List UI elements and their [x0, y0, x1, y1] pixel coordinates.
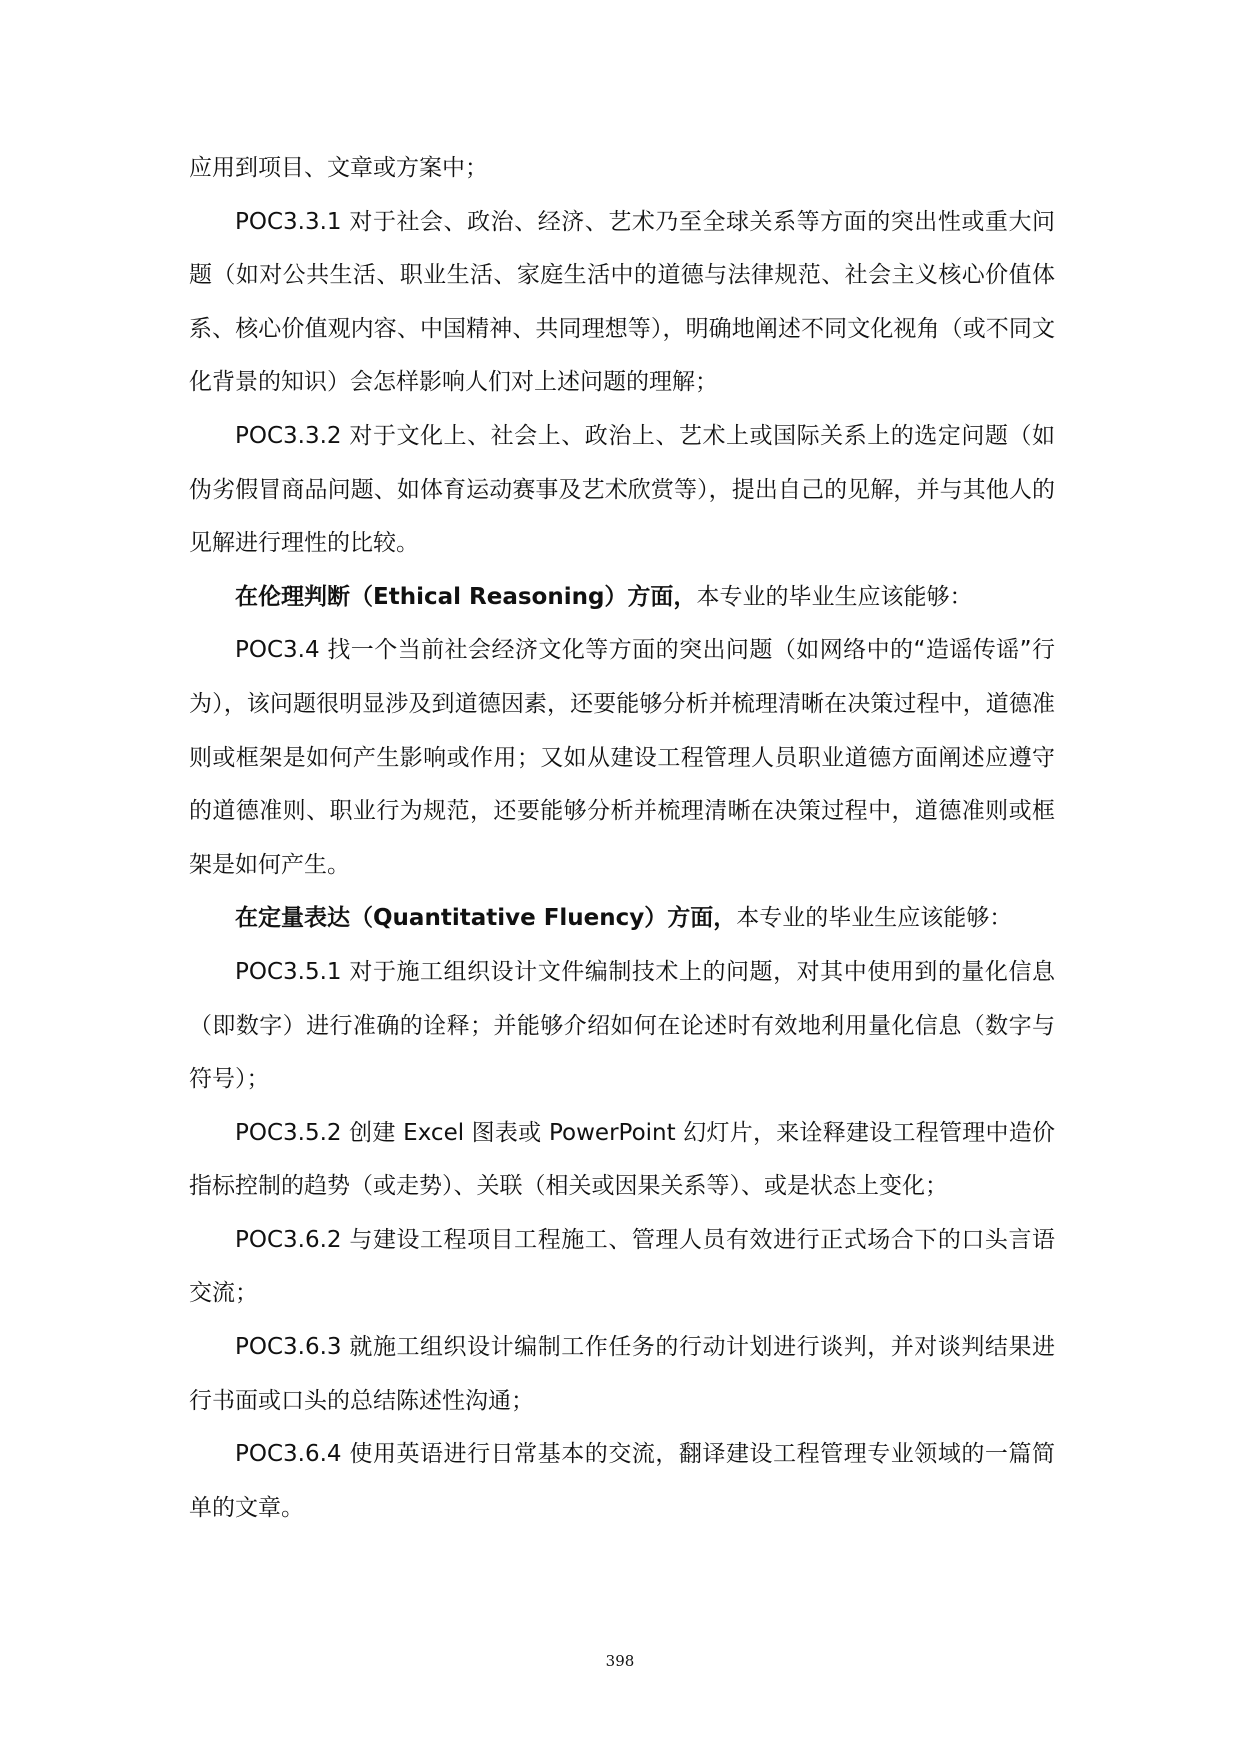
- section-heading-quantitative-fluency: 在定量表达（Quantitative Fluency）方面，: [235, 905, 737, 932]
- paragraph-poc-3-6-2: POC3.6.2 与建设工程项目工程施工、管理人员有效进行正式场合下的口头言语交流；: [189, 1226, 1055, 1307]
- section-intro-text: 本专业的毕业生应该能够：: [736, 905, 1013, 932]
- section-heading-ethical-reasoning: 在伦理判断（Ethical Reasoning）方面，: [235, 583, 697, 610]
- document-body: [189, 142, 1055, 1535]
- section-ethical-reasoning: [189, 571, 1055, 625]
- paragraph-poc-3-6-4: POC3.6.4 使用英语进行日常基本的交流，翻译建设工程管理专业领域的一篇简单的文章。: [189, 1441, 1055, 1521]
- paragraph-poc-3-6-3: POC3.6.3 就施工组织设计编制工作任务的行动计划进行谈判，并对谈判结果进行书面或口头的总结陈述性沟通；: [189, 1334, 1055, 1414]
- paragraph-poc-3-3-1: POC3.3.1 对于社会、政治、经济、艺术乃至全球关系等方面的突出性或重大问题（如对公共生活、职业生活、家庭生活中的道德与法律规范、社会主义核心价值体系、核心价值观内容、中国精神、共同理想等），明确地阐述不同文化视角（或不同文化背景的知识）会怎样影响人们对上述问题的理解；: [189, 208, 1055, 396]
- section-quantitative-fluency: [189, 892, 1055, 946]
- paragraph-poc-3-5-2: POC3.5.2 创建 Excel 图表或 PowerPoint 幻灯片，来诠释建设工程管理中造价指标控制的趋势（或走势）、关联（相关或因果关系等）、或是状态上变化；: [189, 1119, 1055, 1200]
- paragraph-poc-3-4: POC3.4 找一个当前社会经济文化等方面的突出问题（如网络中的“造谣传谣”行为），该问题很明显涉及到道德因素，还要能够分析并梳理清晰在决策过程中，道德准则或框架是如何产生影响或作用；又如从建设工程管理人员职业道德方面阐述应遵守的道德准则、职业行为规范，还要能够分析并梳理清晰在决策过程中，道德准则或框架是如何产生。: [189, 637, 1055, 878]
- paragraph-continuation: 应用到项目、文章或方案中；: [189, 155, 488, 181]
- section-intro-text: 本专业的毕业生应该能够：: [696, 583, 973, 610]
- page-number: 398: [605, 1652, 635, 1670]
- paragraph-poc-3-3-2: POC3.3.2 对于文化上、社会上、政治上、艺术上或国际关系上的选定问题（如伪劣假冒商品问题、如体育运动赛事及艺术欣赏等），提出自己的见解，并与其他人的见解进行理性的比较。: [189, 422, 1055, 557]
- paragraph-poc-3-5-1: POC3.5.1 对于施工组织设计文件编制技术上的问题，对其中使用到的量化信息（即数字）进行准确的诠释；并能够介绍如何在论述时有效地利用量化信息（数字与符号）；: [189, 958, 1055, 1093]
